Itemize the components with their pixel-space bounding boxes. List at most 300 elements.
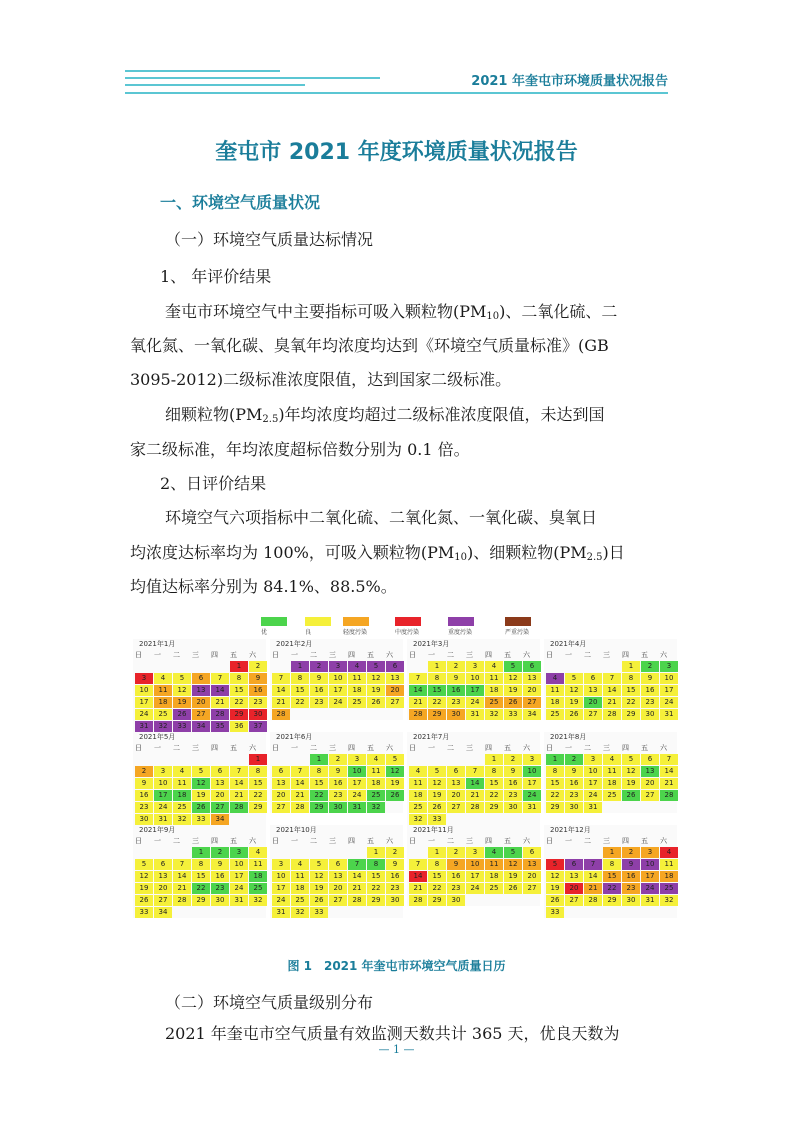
header-rule xyxy=(125,92,668,94)
calendar-day: 13 xyxy=(192,685,210,696)
calendar-day: 32 xyxy=(173,814,191,825)
empty-cell xyxy=(584,661,602,672)
weekday-label: 二 xyxy=(173,837,180,845)
calendar-day: 27 xyxy=(523,697,541,708)
calendar-day: 12 xyxy=(546,871,564,882)
calendar-day: 28 xyxy=(603,709,621,720)
calendar-day: 24 xyxy=(660,697,678,708)
calendar-day: 33 xyxy=(428,814,446,825)
calendar-day: 27 xyxy=(192,709,210,720)
calendar-month xyxy=(544,639,677,720)
month-day-grid xyxy=(270,754,403,813)
empty-cell xyxy=(565,661,583,672)
month-title: 2021年6月 xyxy=(276,733,313,741)
calendar-day: 27 xyxy=(329,895,347,906)
calendar-day: 17 xyxy=(523,778,541,789)
calendar-day: 7 xyxy=(291,766,309,777)
calendar-day: 30 xyxy=(447,709,465,720)
calendar-day: 23 xyxy=(211,883,229,894)
calendar-day: 29 xyxy=(310,802,328,813)
calendar-day: 12 xyxy=(504,673,522,684)
subsection-heading-1: （一）环境空气质量达标情况 xyxy=(165,230,374,249)
calendar-day: 7 xyxy=(409,673,427,684)
calendar-day: 11 xyxy=(485,859,503,870)
legend-item xyxy=(505,617,531,636)
calendar-day: 24 xyxy=(329,697,347,708)
calendar-day: 5 xyxy=(622,754,640,765)
weekday-label: 二 xyxy=(173,744,180,752)
legend-label: 良 xyxy=(305,629,312,636)
calendar-day: 32 xyxy=(154,721,172,732)
calendar-day: 22 xyxy=(428,883,446,894)
month-title: 2021年1月 xyxy=(139,640,176,648)
calendar-day: 1 xyxy=(367,847,385,858)
empty-cell xyxy=(348,847,366,858)
calendar-day: 3 xyxy=(466,661,484,672)
calendar-day: 10 xyxy=(523,766,541,777)
weekday-label: 二 xyxy=(584,744,591,752)
weekday-label: 三 xyxy=(329,651,336,659)
month-day-grid xyxy=(544,847,677,918)
empty-cell xyxy=(329,847,347,858)
calendar-day: 25 xyxy=(660,883,678,894)
empty-cell xyxy=(565,847,583,858)
calendar-day: 36 xyxy=(230,721,248,732)
calendar-day: 9 xyxy=(310,673,328,684)
legend-item xyxy=(305,617,331,636)
item-heading-1: 1、 年评价结果 xyxy=(160,267,272,286)
calendar-day: 12 xyxy=(428,778,446,789)
calendar-day: 21 xyxy=(348,883,366,894)
month-day-grid xyxy=(544,754,677,813)
calendar-day: 4 xyxy=(291,859,309,870)
weekday-label: 四 xyxy=(622,744,629,752)
calendar-day: 19 xyxy=(135,883,153,894)
calendar-legend xyxy=(133,617,678,637)
calendar-day: 12 xyxy=(622,766,640,777)
legend-item xyxy=(261,617,287,636)
empty-cell xyxy=(466,754,484,765)
paragraph-1-line-1: 奎屯市环境空气中主要指标可吸入颗粒物$(PM_{10})$、二氧化硫、二 xyxy=(165,302,618,322)
weekday-label: 一 xyxy=(565,651,572,659)
weekday-label: 三 xyxy=(329,837,336,845)
calendar-day: 18 xyxy=(173,790,191,801)
calendar-day: 29 xyxy=(249,802,267,813)
calendar-day: 24 xyxy=(272,895,290,906)
calendar-day: 31 xyxy=(348,802,366,813)
calendar-day: 27 xyxy=(641,790,659,801)
weekday-label: 二 xyxy=(310,837,317,845)
calendar-day: 12 xyxy=(192,778,210,789)
weekday-label: 一 xyxy=(154,651,161,659)
calendar-day: 9 xyxy=(565,766,583,777)
calendar-day: 23 xyxy=(504,790,522,801)
weekday-label: 五 xyxy=(367,837,374,845)
weekday-label: 五 xyxy=(230,651,237,659)
calendar-day: 15 xyxy=(230,685,248,696)
calendar-day: 11 xyxy=(603,766,621,777)
calendar-day: 2 xyxy=(211,847,229,858)
calendar-day: 20 xyxy=(584,697,602,708)
calendar-day: 15 xyxy=(428,685,446,696)
calendar-day: 24 xyxy=(641,883,659,894)
weekday-label: 日 xyxy=(546,651,553,659)
weekday-label: 二 xyxy=(447,744,454,752)
month-day-grid xyxy=(407,661,540,720)
calendar-day: 20 xyxy=(211,790,229,801)
month-day-grid xyxy=(133,754,266,825)
calendar-day: 13 xyxy=(154,871,172,882)
legend-label: 优 xyxy=(261,629,268,636)
weekday-label: 日 xyxy=(546,837,553,845)
header-title: 2021 年奎屯市环境质量状况报告 xyxy=(471,74,668,89)
weekday-label: 一 xyxy=(291,744,298,752)
calendar-day: 13 xyxy=(641,766,659,777)
calendar-day: 21 xyxy=(409,697,427,708)
calendar-day: 10 xyxy=(272,871,290,882)
calendar-day: 19 xyxy=(386,778,404,789)
calendar-day: 20 xyxy=(329,883,347,894)
weekday-label: 二 xyxy=(173,651,180,659)
month-title: 2021年11月 xyxy=(413,826,454,834)
calendar-day: 13 xyxy=(523,859,541,870)
calendar-day: 34 xyxy=(523,709,541,720)
calendar-day: 27 xyxy=(447,802,465,813)
calendar-day: 25 xyxy=(367,790,385,801)
empty-cell xyxy=(272,661,290,672)
calendar-day: 4 xyxy=(367,754,385,765)
empty-cell xyxy=(291,847,309,858)
calendar-day: 1 xyxy=(249,754,267,765)
calendar-day: 26 xyxy=(565,709,583,720)
month-title: 2021年3月 xyxy=(413,640,450,648)
calendar-day: 16 xyxy=(622,871,640,882)
calendar-day: 3 xyxy=(523,754,541,765)
calendar-day: 27 xyxy=(523,883,541,894)
calendar-day: 23 xyxy=(329,790,347,801)
calendar-day: 15 xyxy=(249,778,267,789)
weekday-header xyxy=(407,650,540,661)
weekday-label: 四 xyxy=(211,837,218,845)
weekday-label: 五 xyxy=(641,651,648,659)
calendar-day: 32 xyxy=(367,802,385,813)
calendar-day: 17 xyxy=(466,685,484,696)
calendar-day: 26 xyxy=(504,883,522,894)
weekday-label: 二 xyxy=(310,744,317,752)
calendar-day: 10 xyxy=(466,859,484,870)
calendar-day: 33 xyxy=(135,907,153,918)
calendar-day: 21 xyxy=(291,790,309,801)
calendar-day: 24 xyxy=(154,802,172,813)
weekday-label: 五 xyxy=(641,744,648,752)
weekday-label: 二 xyxy=(584,837,591,845)
calendar-day: 13 xyxy=(523,673,541,684)
calendar-day: 1 xyxy=(603,847,621,858)
weekday-label: 四 xyxy=(348,744,355,752)
month-title: 2021年9月 xyxy=(139,826,176,834)
calendar-day: 26 xyxy=(428,802,446,813)
calendar-day: 10 xyxy=(135,685,153,696)
calendar-day: 2 xyxy=(329,754,347,765)
calendar-day: 24 xyxy=(230,883,248,894)
weekday-label: 四 xyxy=(485,651,492,659)
calendar-day: 23 xyxy=(447,883,465,894)
calendar-day: 9 xyxy=(641,673,659,684)
calendar-day: 25 xyxy=(603,790,621,801)
legend-swatch xyxy=(261,617,287,626)
calendar-day: 32 xyxy=(660,895,678,906)
calendar-day: 27 xyxy=(272,802,290,813)
calendar-day: 11 xyxy=(485,673,503,684)
weekday-label: 四 xyxy=(485,744,492,752)
calendar-day: 19 xyxy=(504,685,522,696)
legend-swatch xyxy=(505,617,531,626)
calendar-day: 32 xyxy=(291,907,309,918)
calendar-day: 14 xyxy=(409,871,427,882)
page-number: — 1 — xyxy=(378,1043,415,1056)
paragraph-3-line-3: 均值达标率分别为 84.1%、88.5%。 xyxy=(130,577,397,596)
calendar-day: 33 xyxy=(310,907,328,918)
weekday-label: 三 xyxy=(466,651,473,659)
calendar-day: 3 xyxy=(641,847,659,858)
weekday-label: 日 xyxy=(409,744,416,752)
weekday-header xyxy=(270,650,403,661)
calendar-day: 5 xyxy=(504,661,522,672)
calendar-day: 2 xyxy=(447,661,465,672)
calendar-day: 13 xyxy=(584,685,602,696)
calendar-day: 17 xyxy=(272,883,290,894)
calendar-day: 28 xyxy=(272,709,290,720)
calendar-day: 4 xyxy=(409,766,427,777)
calendar-day: 7 xyxy=(211,673,229,684)
calendar-day: 27 xyxy=(584,709,602,720)
calendar-day: 10 xyxy=(329,673,347,684)
calendar-day: 5 xyxy=(192,766,210,777)
empty-cell xyxy=(428,754,446,765)
calendar-day: 15 xyxy=(603,871,621,882)
empty-cell xyxy=(173,754,191,765)
calendar-day: 8 xyxy=(367,859,385,870)
weekday-label: 日 xyxy=(135,837,142,845)
weekday-label: 六 xyxy=(660,651,667,659)
calendar-day: 13 xyxy=(211,778,229,789)
calendar-day: 16 xyxy=(641,685,659,696)
calendar-day: 5 xyxy=(428,766,446,777)
calendar-day: 7 xyxy=(230,766,248,777)
weekday-label: 三 xyxy=(466,744,473,752)
calendar-day: 26 xyxy=(386,790,404,801)
calendar-day: 28 xyxy=(409,709,427,720)
calendar-day: 24 xyxy=(466,883,484,894)
calendar-day: 8 xyxy=(230,673,248,684)
calendar-day: 32 xyxy=(249,895,267,906)
weekday-header xyxy=(270,743,403,754)
weekday-header xyxy=(270,836,403,847)
calendar-day: 1 xyxy=(485,754,503,765)
legend-label: 轻度污染 xyxy=(343,629,368,636)
empty-cell xyxy=(211,754,229,765)
calendar-day: 16 xyxy=(211,871,229,882)
month-day-grid xyxy=(407,754,540,825)
calendar-day: 16 xyxy=(504,778,522,789)
empty-cell xyxy=(211,661,229,672)
calendar-day: 5 xyxy=(386,754,404,765)
weekday-label: 三 xyxy=(603,744,610,752)
legend-item xyxy=(395,617,421,636)
calendar-day: 11 xyxy=(409,778,427,789)
calendar-month xyxy=(270,639,403,720)
calendar-day: 6 xyxy=(192,673,210,684)
subsection-heading-2: （二）环境空气质量级别分布 xyxy=(165,993,374,1012)
weekday-label: 五 xyxy=(230,744,237,752)
calendar-day: 15 xyxy=(291,685,309,696)
weekday-label: 三 xyxy=(329,744,336,752)
weekday-label: 二 xyxy=(310,651,317,659)
calendar-day: 33 xyxy=(173,721,191,732)
calendar-day: 3 xyxy=(660,661,678,672)
calendar-day: 31 xyxy=(230,895,248,906)
calendar-day: 18 xyxy=(485,871,503,882)
calendar-day: 31 xyxy=(272,907,290,918)
calendar-day: 17 xyxy=(466,871,484,882)
legend-swatch xyxy=(305,617,331,626)
weekday-label: 二 xyxy=(447,651,454,659)
calendar-day: 13 xyxy=(329,871,347,882)
calendar-day: 25 xyxy=(546,709,564,720)
calendar-day: 9 xyxy=(329,766,347,777)
month-title: 2021年8月 xyxy=(550,733,587,741)
calendar-day: 18 xyxy=(291,883,309,894)
calendar-day: 16 xyxy=(135,790,153,801)
calendar-day: 25 xyxy=(485,697,503,708)
calendar-day: 24 xyxy=(523,790,541,801)
calendar-day: 21 xyxy=(173,883,191,894)
calendar-day: 4 xyxy=(603,754,621,765)
calendar-day: 5 xyxy=(565,673,583,684)
calendar-day: 22 xyxy=(367,883,385,894)
calendar-day: 31 xyxy=(660,709,678,720)
calendar-day: 8 xyxy=(192,859,210,870)
calendar-day: 28 xyxy=(584,895,602,906)
calendar-day: 3 xyxy=(154,766,172,777)
weekday-label: 四 xyxy=(485,837,492,845)
calendar-day: 6 xyxy=(211,766,229,777)
calendar-day: 10 xyxy=(584,766,602,777)
calendar-day: 13 xyxy=(386,673,404,684)
calendar-day: 28 xyxy=(211,709,229,720)
calendar-day: 17 xyxy=(135,697,153,708)
calendar-month xyxy=(407,639,540,720)
weekday-label: 四 xyxy=(348,651,355,659)
calendar-day: 7 xyxy=(348,859,366,870)
calendar-day: 16 xyxy=(565,778,583,789)
calendar-day: 23 xyxy=(641,697,659,708)
calendar-day: 24 xyxy=(466,697,484,708)
calendar-day: 9 xyxy=(622,859,640,870)
calendar-month xyxy=(407,732,540,825)
calendar-day: 20 xyxy=(641,778,659,789)
empty-cell xyxy=(272,754,290,765)
weekday-label: 五 xyxy=(504,651,511,659)
calendar-day: 22 xyxy=(428,697,446,708)
weekday-header xyxy=(544,650,677,661)
calendar-day: 14 xyxy=(173,871,191,882)
calendar-day: 32 xyxy=(409,814,427,825)
calendar-month xyxy=(133,732,266,825)
empty-cell xyxy=(154,847,172,858)
calendar-day: 23 xyxy=(135,802,153,813)
calendar-day: 2 xyxy=(641,661,659,672)
month-title: 2021年10月 xyxy=(276,826,317,834)
calendar-day: 31 xyxy=(641,895,659,906)
calendar-month xyxy=(544,732,677,813)
calendar-day: 10 xyxy=(348,766,366,777)
calendar-day: 20 xyxy=(523,685,541,696)
calendar-day: 2 xyxy=(310,661,328,672)
calendar-day: 5 xyxy=(546,859,564,870)
calendar-day: 15 xyxy=(367,871,385,882)
calendar-day: 22 xyxy=(485,790,503,801)
weekday-label: 五 xyxy=(641,837,648,845)
empty-cell xyxy=(192,661,210,672)
calendar-day: 26 xyxy=(622,790,640,801)
weekday-label: 六 xyxy=(523,837,530,845)
calendar-day: 18 xyxy=(603,778,621,789)
weekday-label: 日 xyxy=(272,744,279,752)
calendar-day: 14 xyxy=(230,778,248,789)
calendar-day: 19 xyxy=(173,697,191,708)
calendar-day: 21 xyxy=(272,697,290,708)
weekday-label: 六 xyxy=(660,837,667,845)
calendar-day: 6 xyxy=(329,859,347,870)
calendar-day: 18 xyxy=(546,697,564,708)
weekday-label: 四 xyxy=(211,651,218,659)
calendar-day: 37 xyxy=(249,721,267,732)
calendar-day: 6 xyxy=(447,766,465,777)
calendar-day: 6 xyxy=(523,847,541,858)
calendar-day: 12 xyxy=(367,673,385,684)
month-day-grid xyxy=(270,661,403,720)
calendar-day: 1 xyxy=(622,661,640,672)
empty-cell xyxy=(409,754,427,765)
weekday-header xyxy=(133,743,266,754)
weekday-label: 五 xyxy=(367,744,374,752)
calendar-day: 31 xyxy=(135,721,153,732)
calendar-day: 29 xyxy=(603,895,621,906)
weekday-label: 日 xyxy=(135,744,142,752)
calendar-day: 17 xyxy=(230,871,248,882)
calendar-day: 6 xyxy=(584,673,602,684)
legend-label: 中度污染 xyxy=(395,629,420,636)
calendar-day: 21 xyxy=(603,697,621,708)
calendar-day: 24 xyxy=(348,790,366,801)
calendar-day: 30 xyxy=(622,895,640,906)
empty-cell xyxy=(135,661,153,672)
weekday-label: 日 xyxy=(272,837,279,845)
weekday-label: 六 xyxy=(249,651,256,659)
calendar-day: 26 xyxy=(310,895,328,906)
calendar-day: 1 xyxy=(428,661,446,672)
calendar-day: 27 xyxy=(565,895,583,906)
calendar-day: 14 xyxy=(348,871,366,882)
weekday-label: 一 xyxy=(154,837,161,845)
empty-cell xyxy=(546,661,564,672)
weekday-label: 六 xyxy=(249,837,256,845)
calendar-day: 6 xyxy=(154,859,172,870)
calendar-day: 9 xyxy=(386,859,404,870)
weekday-label: 一 xyxy=(428,744,435,752)
figure-caption: 图 1 2021 年奎屯市环境空气质量日历 xyxy=(287,959,506,973)
